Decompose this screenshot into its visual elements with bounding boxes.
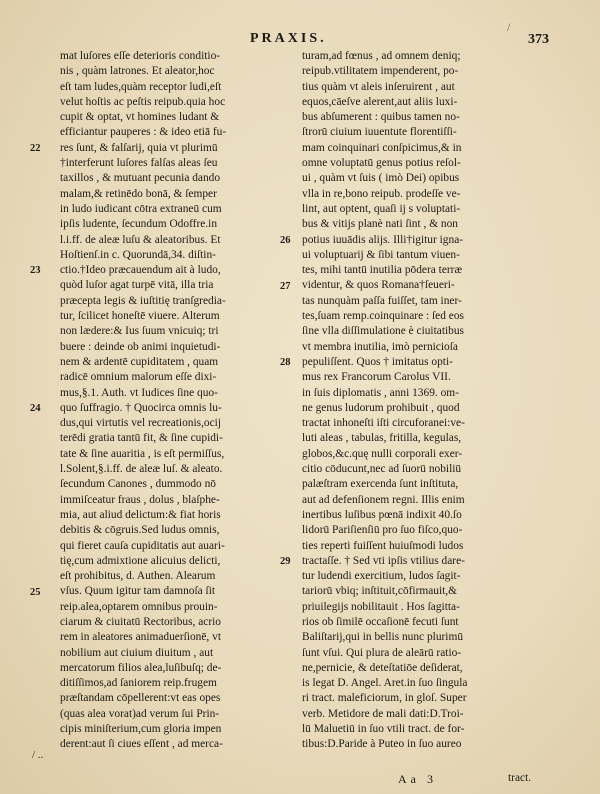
text-line: tractaſſe. † Sed vti ipſis vtilius dare- — [302, 554, 465, 567]
text-line: priuilegijs nobilitauit . Hos ſagitta- — [302, 600, 460, 613]
text-line: qui fieret cauſa cupiditatis aut auari- — [60, 539, 225, 552]
text-line: ne,pernicie, & deteſtatiōe deſiderat, — [302, 661, 463, 674]
corner-mark: / — [507, 20, 511, 34]
text-line: ties reperti fuiſſent huiuſmodi ludos — [302, 539, 464, 552]
text-line: malam,& retinēdo bonā, & ſemper — [60, 187, 217, 200]
margin-note-number: 24 — [30, 402, 41, 414]
text-line: cupit & optat, vt homines ludant & — [60, 111, 220, 124]
text-line: præſtandam cōpellerent:vt eas opes — [60, 692, 221, 705]
text-line: ui , quàm vt ſuis ( imò Dei) opibus — [302, 172, 460, 185]
text-line: mus rex Francorum Carolus VII. — [302, 371, 451, 384]
text-line: tas nunquàm paſſa fuiſſet, tam iner- — [302, 294, 462, 307]
text-line: vt membra inutilia, imò pernicioſa — [302, 340, 458, 353]
text-line: vſus. Quum igitur tam damnoſa ſit — [60, 585, 216, 598]
text-line: res ſunt, & falſarij, quia vt plurimū — [60, 141, 218, 154]
text-line: is legat D. Angel. Aret.in ſuo ſingula — [302, 677, 468, 690]
text-line: derent:aut ſi ciues eſſent , ad merca- — [60, 738, 223, 751]
text-line: tur ludendi exercitium, ludos ſagit- — [302, 570, 461, 583]
text-line: radicē omnium malorum eſſe dixi- — [60, 371, 217, 384]
text-line: quo ſuffragio. † Quocirca omnis lu- — [60, 401, 222, 414]
text-line: non lædere:& Ius ſuum vnicuiq; tri — [60, 325, 219, 338]
text-line: inertibus luſibus pœnā indixit 40.ſo — [302, 508, 462, 521]
text-line: lidorū Pariſienſiū pro ſuo fiſco,quo- — [302, 524, 463, 537]
text-line: tractat inhoneſti iſti circuforanei:ve- — [302, 417, 465, 430]
text-line: luti aleas , tabulas, fritilla, kegulas, — [302, 432, 462, 445]
text-line: nis , quàm latrones. Et aleator,hoc — [60, 65, 215, 78]
signature-mark: Aa 3 — [398, 772, 437, 786]
margin-note-number: 22 — [30, 142, 41, 154]
text-line: mercatorum filios alea,luſibuſq; de- — [60, 661, 222, 674]
text-line: immiſceatur fraus , dolus , blaſphe- — [60, 493, 220, 506]
text-line: tius quàm vt aleis inſeruirent , aut — [302, 80, 455, 93]
margin-note-number: 27 — [280, 280, 291, 292]
text-line: ui voluptuarij & ſibi tantum viuen- — [302, 248, 460, 261]
text-line: rem in aleatores animaduerſionē, vt — [60, 631, 221, 644]
text-line: lū Maluetiū in ſuo vtili tract. de for- — [302, 723, 465, 736]
text-line: vlla in re,bono reipub. prodeſſe ve- — [302, 187, 461, 200]
text-line: mam coinquinari conſpicimus,& in — [302, 141, 462, 154]
text-line: eſt tam ludes,quàm receptor ludi,eſt — [60, 80, 222, 93]
text-line: tur, ſcilicet honeſtē viuere. Alterum — [60, 310, 220, 323]
catchword: tract. — [508, 772, 532, 784]
margin-note-number: 28 — [280, 357, 291, 368]
text-line: nobilium aut ciuium diuitum , aut — [60, 646, 214, 659]
text-line: ne genus ludorum prohibuit , quod — [302, 401, 460, 414]
text-line: ipſis ludente, ſecundum Odoffre.in — [60, 218, 218, 231]
text-line: velut hoſtis ac peſtis reipub.quia hoc — [60, 95, 226, 108]
text-line: pepuliſſent. Quos † imitatus opti- — [302, 355, 453, 368]
text-line: bus & vitijs planè nati ſint , & non — [302, 218, 458, 231]
text-line: nem & ardentē cupiditatem , quam — [60, 355, 219, 368]
text-line: tariorū vbiq; inſtituit,cōfirmauit,& — [302, 585, 458, 598]
text-line: tate & ſine auaritia , is eſt permiſſus, — [60, 447, 225, 460]
text-line: efficiantur pauperes : & ideo etiā fu- — [60, 126, 227, 139]
running-head: PRAXIS. — [250, 31, 327, 46]
margin-note-number: 25 — [30, 586, 41, 598]
text-line: turam,ad fœnus , ad omnem deniq; — [302, 50, 461, 62]
text-line: omne voluptatū genus potius reſol- — [302, 157, 461, 170]
text-line: equos,cāeſve alerent,aut aliis luxi- — [302, 95, 458, 108]
text-line: tes,ſuam remp.coinquinare : ſed eos — [302, 310, 464, 323]
text-line: Hoſtienſ.in c. Quorundā,34. diſtin- — [60, 248, 216, 261]
text-line: eſt prohibitus, d. Authen. Alearum — [60, 570, 216, 583]
text-line: in ludo iudicant cōtra extraneū cum — [60, 202, 222, 215]
text-line: (quas alea vorat)ad verum ſui Prin- — [60, 707, 220, 720]
text-line: mia, aut aliud delictum:& fiat horis — [60, 508, 221, 521]
text-line: tię,cum admixtione alicuius delicti, — [60, 554, 221, 567]
text-line: tibus:D.Paride à Puteo in ſuo aureo — [302, 738, 462, 751]
text-line: in ſuis diplomatis , anni 1369. om- — [302, 386, 459, 399]
text-line: l.i.ff. de aleæ luſu & aleatoribus. Et — [60, 233, 221, 246]
text-line: reip.alea,optarem omnibus prouin- — [60, 600, 218, 613]
text-line: quòd luſor agat turpē vitā, illa tria — [60, 279, 214, 292]
margin-note-number: 26 — [280, 234, 291, 246]
text-line: aut ad defenſionem regni. Illis enim — [302, 493, 465, 506]
text-line: videntur, & quos Romana†ſeueri- — [302, 279, 455, 292]
text-line: præcepta legis & iuſtitię tranſgredia- — [60, 294, 226, 307]
text-line: ſtrorū ciuium iuuentute florentiſſi- — [302, 126, 457, 139]
text-line: ſecundum Canones , dummodo nō — [60, 478, 216, 491]
text-line: buere : deinde ob animi inquietudi- — [60, 340, 221, 353]
text-line: ſunt vſui. Qui plura de aleārū ratio- — [302, 646, 462, 659]
text-line: reipub.vtilitatem impenderent, po- — [302, 65, 459, 78]
text-line: mat luſores eſſe deterioris conditio- — [60, 50, 221, 62]
text-line: dus,qui virtutis vel recreationis,ocij — [60, 417, 222, 430]
text-line: l.Solent,§.i.ff. de aleæ luſ. & aleato. — [60, 463, 223, 476]
text-line: ctio.†Ideo præcauendum ait à ludo, — [60, 264, 221, 277]
text-line: ri tract. maleficiorum, in gloſ. Super — [302, 692, 467, 705]
text-line: citio cōducunt,nec ad ſuorū nobiliū — [302, 463, 462, 476]
text-line: mus,§.1. Auth. vt Iudices ſine quo- — [60, 386, 218, 399]
text-line: bus abſumerent : quibus tamen no- — [302, 111, 460, 124]
gutter-mark: / .. — [32, 749, 44, 761]
text-line: cipis miniſterium,cum gloria impen — [60, 723, 222, 736]
text-line: Baliſtarij,qui in bellis nunc plurimū — [302, 631, 464, 644]
text-line: terēdi gratia tantū fit, & ſine cupidi- — [60, 432, 223, 445]
text-line: lint, aut optent, quaſi ij s voluptati- — [302, 202, 461, 215]
margin-note-number: 29 — [280, 555, 291, 567]
text-line: ciarum & ciuitatū Rectoribus, acrio — [60, 615, 221, 628]
folio-number: 373 — [528, 32, 549, 47]
text-line: verb. Metidore de mali dati:D.Troi- — [302, 707, 464, 720]
text-line: taxillos , & mutuant pecunia dando — [60, 172, 221, 185]
right-text-column — [302, 49, 545, 753]
text-line: rios ob ſimilē occaſionē fecuti ſunt — [302, 615, 459, 628]
text-line: †interferunt luſores falſas aleas ſeu — [60, 157, 218, 170]
margin-note-number: 23 — [30, 265, 41, 277]
text-line: ſine vlla diſſimulatione è ciuitatibus — [302, 325, 464, 338]
text-line: debitis & cōgruis.Sed ludus omnis, — [60, 524, 220, 537]
text-line: potius iuuādis alijs. Illi†igitur igna- — [302, 233, 464, 246]
text-line: tes, mihi tantū inutilia pōdera terræ — [302, 264, 463, 277]
text-line: palæſtram exercenda ſunt inſtituta, — [302, 478, 459, 491]
text-line: ditiſſimos,ad ſaniorem reip.frugem — [60, 677, 217, 690]
left-text-column — [60, 49, 296, 753]
text-line: globos,&c.quę nulli corporali exer- — [302, 447, 463, 460]
